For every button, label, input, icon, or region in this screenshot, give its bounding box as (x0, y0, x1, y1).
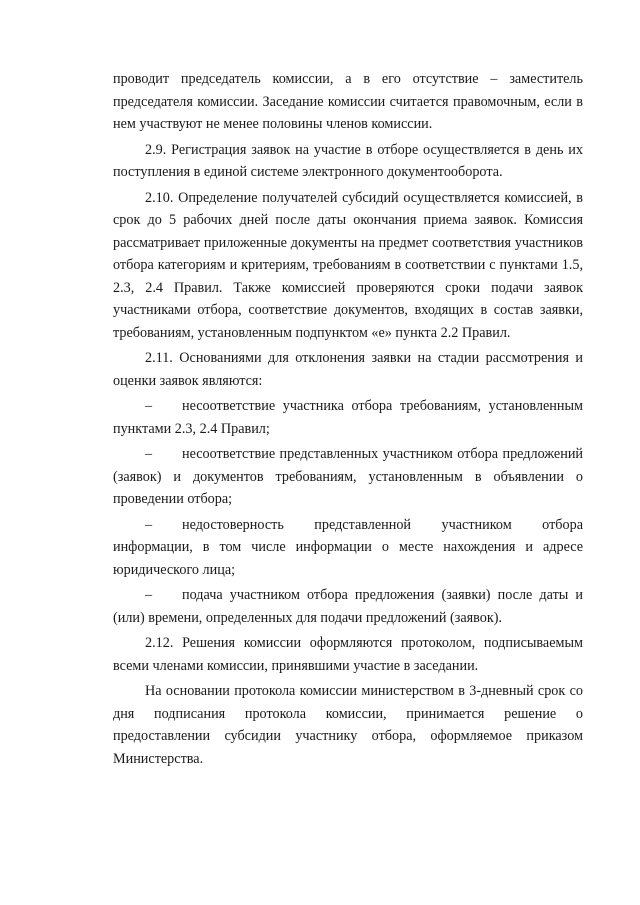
paragraph-continuation: проводит председатель комиссии, а в его отсутствие – заместитель председателя комиссии. Заседание комиссии считается правомочным, если в нем участвуют не менее половины членов комиссии. (113, 71, 583, 132)
list-dash: – (145, 446, 153, 462)
list-item (113, 514, 583, 582)
list-item-text: подача участником отбора предложения (заявки) после даты и (или) времени, определенных для подачи предложений (заявок). (113, 587, 583, 626)
paragraph-2-12: 2.12. Решения комиссии оформляются протоколом, подписываемым всеми членами комиссии, принявшими участие в заседании. (113, 635, 583, 674)
list-item-text: недостоверность представленной участником отбора информации, в том числе информации о месте нахождения и адресе юридического лица; (113, 516, 583, 578)
list-dash: – (145, 587, 153, 603)
paragraph-2-11: 2.11. Основаниями для отклонения заявки на стадии рассмотрения и оценки заявок являются: (113, 350, 583, 389)
list-item (113, 395, 583, 440)
list-item (113, 584, 583, 629)
list-item-text: несоответствие участника отбора требованиям, установленным пунктами 2.3, 2.4 Правил; (113, 398, 583, 437)
list-dash: – (145, 398, 153, 414)
list-dash: – (145, 516, 153, 533)
list-item-text: несоответствие представленных участником отбора предложений (заявок) и документов требованиям, установленным в объявлении о проведении отбора; (113, 446, 583, 507)
paragraph-2-10: 2.10. Определение получателей субсидий осуществляется комиссией, в срок до 5 рабочих дней после даты окончания приема заявок. Комиссия рассматривает приложенные документы на предмет соответствия участников отбора категориям и критериям, требованиям в соответствии с пунктами 1.5, 2.3, 2.4 Правил. Также комиссией проверяются сроки подачи заявок участниками отбора, соответствие документов, входящих в состав заявки, требованиям, установленным подпунктом «е» пункта 2.2 Правил. (113, 189, 583, 341)
paragraph-final: На основании протокола комиссии министерством в 3-дневный срок со дня подписания протокола комиссии, принимается решение о предоставлении субсидии участнику отбора, оформляемое приказом Министерства. (113, 683, 583, 767)
document-body (113, 68, 583, 770)
list-item (113, 443, 583, 511)
paragraph-2-9: 2.9. Регистрация заявок на участие в отборе осуществляется в день их поступления в единой системе электронного документооборота. (113, 141, 583, 180)
